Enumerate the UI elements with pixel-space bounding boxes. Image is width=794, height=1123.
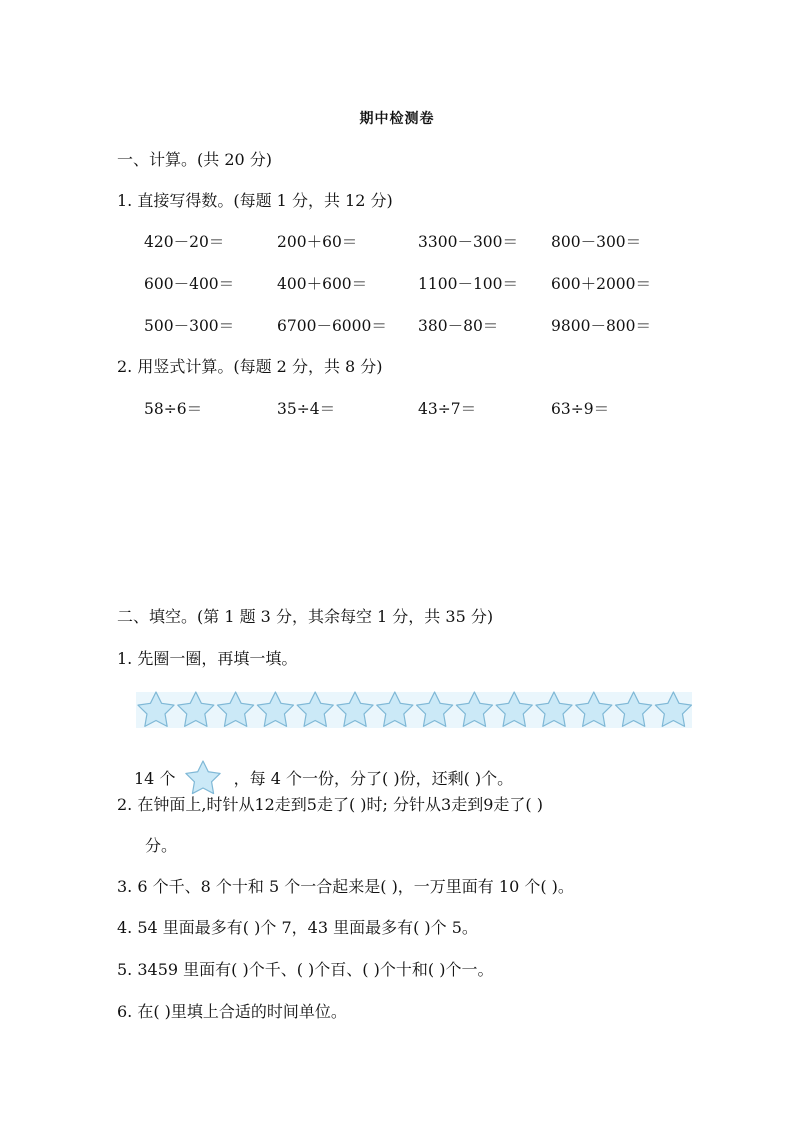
- equation: 600＋2000＝: [551, 275, 652, 293]
- equation: 9800－800＝: [551, 317, 652, 335]
- section2-q6: 6. 在( )里填上合适的时间单位。: [117, 1002, 347, 1021]
- section1-q2-label: 2. 用竖式计算。(每题 2 分，共 8 分): [117, 357, 383, 376]
- equation: 420－20＝: [144, 233, 225, 251]
- section1-heading: 一、计算。(共 20 分): [117, 150, 273, 169]
- star-row: [136, 688, 692, 732]
- section2-heading: 二、填空。(第 1 题 3 分，其余每空 1 分，共 35 分): [117, 607, 494, 626]
- equation: 200＋60＝: [277, 233, 358, 251]
- equation: 400＋600＝: [277, 275, 368, 293]
- equation: 800－300＝: [551, 233, 642, 251]
- division-item: 58÷6＝: [144, 400, 203, 418]
- sentence-before: 14 个: [134, 769, 176, 788]
- division-item: 63÷9＝: [551, 400, 610, 418]
- equation: 6700－6000＝: [277, 317, 387, 335]
- star-row-background: [136, 692, 692, 728]
- section2-q1-sentence: [134, 758, 513, 798]
- equation: 380－80＝: [418, 317, 499, 335]
- section2-q5: 5. 3459 里面有( )个千、( )个百、( )个十和( )个一。: [117, 960, 494, 979]
- section2-q2-line2: 分。: [145, 836, 178, 855]
- page-title: 期中检测卷: [359, 111, 435, 127]
- section2-q2-line1: 2. 在钟面上,时针从12走到5走了( )时; 分针从3走到9走了( ): [117, 795, 543, 814]
- section2-q1-label: 1. 先圈一圈，再填一填。: [117, 649, 298, 668]
- section2-q4: 4. 54 里面最多有( )个 7，43 里面最多有( )个 5。: [117, 918, 478, 937]
- division-item: 43÷7＝: [418, 400, 477, 418]
- section1-q1-label: 1. 直接写得数。(每题 1 分，共 12 分): [117, 191, 393, 210]
- section2-q3: 3. 6 个千、8 个十和 5 个一合起来是( )，一万里面有 10 个( )。: [117, 877, 574, 896]
- sentence-after: ，每 4 个一份，分了( )份，还剩( )个。: [233, 769, 514, 788]
- division-item: 35÷4＝: [277, 400, 336, 418]
- star-icon: [185, 761, 219, 794]
- equation: 600－400＝: [144, 275, 235, 293]
- equation: 1100－100＝: [418, 275, 519, 293]
- equation: 3300－300＝: [418, 233, 519, 251]
- star-icon: [183, 758, 223, 798]
- equation: 500－300＝: [144, 317, 235, 335]
